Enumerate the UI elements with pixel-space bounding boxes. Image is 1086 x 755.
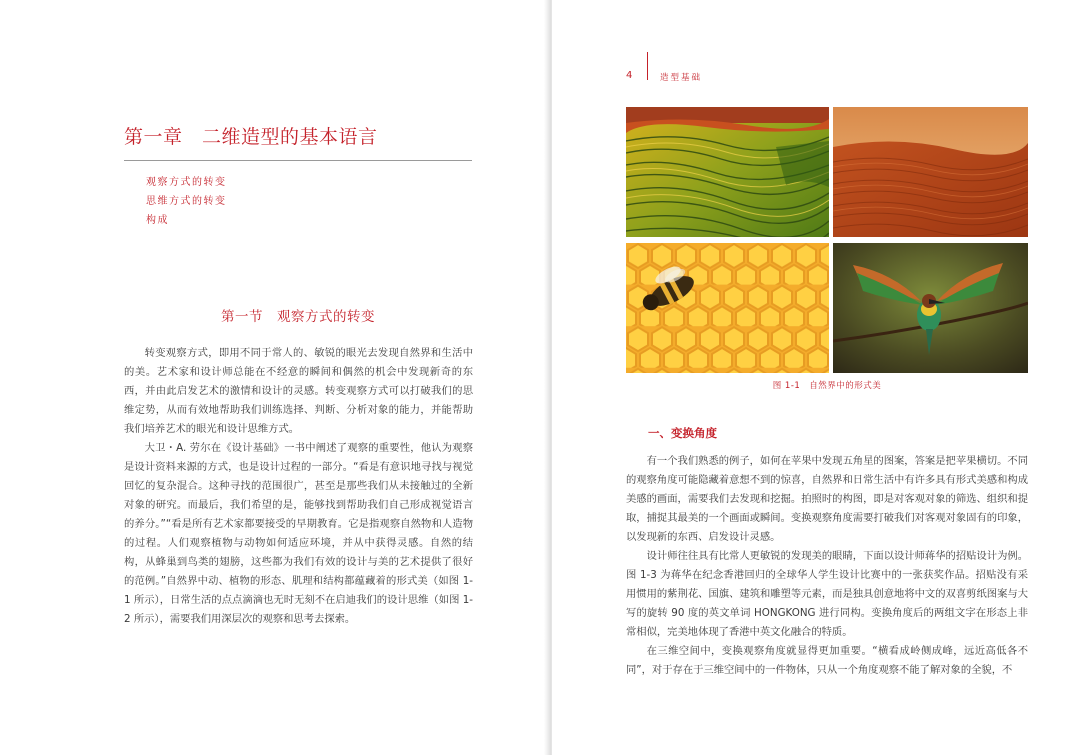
chapter-title: 第一章 二维造型的基本语言 [124,126,378,148]
photo-rice-terraces [626,107,829,237]
page-number: 4 [626,70,633,81]
left-body-text [124,344,473,629]
subsection-title: 一、变换角度 [648,426,717,440]
chapter-divider [124,160,472,161]
paragraph: 设计师往往具有比常人更敏锐的发现美的眼睛，下面以设计师蒋华的招贴设计为例。图 1-3 为蒋华在纪念香港回归的全球华人学生设计比赛中的一张获奖作品。招贴没有采用惯用的紫荆花、国旗、建筑和雕塑等元素，而是独具创意地将中文的双喜剪纸图案与大写的旋转 90 度的英文单词 HONGKONG 进行同构。变换角度后的两组文字在形态上非常相似，完美地体现了香港中英文化融合的特质。 [626,550,1028,638]
photo-honeycomb-bee [626,243,829,373]
chapter-contents [146,173,346,230]
paragraph: 大卫・A. 劳尔在《设计基础》一书中阐述了观察的重要性，他认为观察是设计资料来源的方式，也是设计过程的一部分。“看是有意识地寻找与视觉回忆的复杂混合。这种寻找的范围很广，甚至是那些我们从未接触过的全新对象的研究。而最后，我们希望的是，能够找到帮助我们自己形成视觉语言的养分。”“看是所有艺术家都要接受的早期教育。它是指观察自然物和人造物的过程。人们观察植物与动物如何适应环境，并从中获得灵感。自然的结构，从蜂巢到鸟类的翅膀，这些都为我们有效的设计与美的艺术提供了很好的范例。”自然界中动、植物的形态、肌理和结构都蕴藏着的形式美（如图 1-1 所示），日常生活的点点滴滴也无时无刻不在启迪我们的设计思维（如图 1-2 所示），需要我们用深层次的观察和思考去探索。 [124,442,473,625]
right-body-text [626,452,1028,680]
photo-desert-dunes [833,107,1028,237]
paragraph: 转变观察方式，即用不同于常人的、敏锐的眼光去发现自然界和生活中的美。艺术家和设计师总能在不经意的瞬间和偶然的机会中发现新奇的东西，并由此启发艺术的激情和设计的灵感。转变观察方式可以打破我们的思维定势，从而有效地帮助我们训练选择、判断、分析对象的能力，并能帮助我们培养艺术的眼光和设计思维方式。 [124,347,473,435]
toc-item: 观察方式的转变 [146,177,227,188]
toc-item: 构成 [146,215,169,226]
photo-bee-eater-birds [833,243,1028,373]
paragraph: 在三维空间中，变换观察角度就显得更加重要。“横看成岭侧成峰，远近高低各不同”，对于存在于三维空间中的一件物体，只从一个角度观察不能了解对象的全貌，不 [626,645,1028,676]
figure-caption: 图 1-1 自然界中的形式美 [772,381,882,391]
running-title: 造型基础 [660,73,703,83]
header-divider [647,52,648,80]
paragraph: 有一个我们熟悉的例子，如何在苹果中发现五角星的图案，答案是把苹果横切。不同的观察角度可能隐藏着意想不到的惊喜，自然界和日常生活中有许多具有形式美感和构成美感的画面，需要我们去发现和挖掘。拍照时的构图，即是对客观对象的筛选、组织和提取，捕捉其最美的一个画面或瞬间。变换观察角度需要打破我们对客观对象固有的印象，以发现新的东西、启发设计灵感。 [626,455,1028,543]
section-title: 第一节 观察方式的转变 [221,309,375,325]
toc-item: 思维方式的转变 [146,196,227,207]
